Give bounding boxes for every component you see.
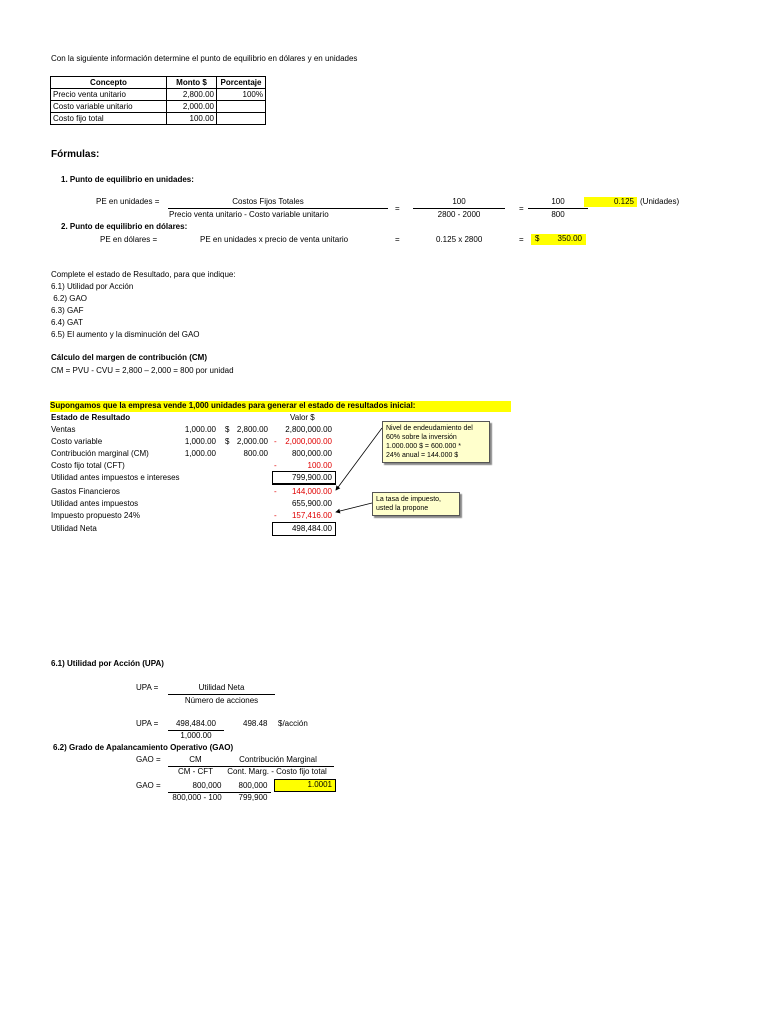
formulas-title: Fórmulas: bbox=[51, 149, 100, 160]
gao-num2-b: 800,000 bbox=[238, 781, 268, 790]
upa-den2: 1,000.00 bbox=[180, 731, 212, 740]
assumption-banner: Supongamos que la empresa vende 1,000 unidades para generar el estado de resultados inicial: bbox=[50, 401, 511, 412]
upa-numerator: Utilidad Neta bbox=[198, 683, 245, 692]
row-sign: - bbox=[274, 511, 277, 520]
note-line: 24% anual = 144.000 $ bbox=[386, 452, 459, 459]
cell: 2,800.00 bbox=[167, 89, 217, 101]
fraction-line bbox=[168, 694, 275, 695]
row-unit: 2,800.00 bbox=[236, 425, 268, 434]
cell: 100.00 bbox=[167, 113, 217, 125]
gao-num2-a: 800,000 bbox=[192, 781, 222, 790]
income-statement-title: Estado de Resultado bbox=[51, 413, 131, 422]
pe-units-denominator: Precio venta unitario - Costo variable unitario bbox=[169, 210, 329, 219]
row-value: 2,800,000.00 bbox=[285, 425, 332, 434]
gao-den2-a: 800,000 - 100 bbox=[172, 793, 222, 802]
gao-title: 6.2) Grado de Apalancamiento Operativo (GAO) bbox=[53, 743, 234, 752]
pe-dollars-lhs: PE en dólares = bbox=[100, 235, 158, 244]
row-value: 799,900.00 bbox=[291, 473, 332, 482]
row-label: Ventas bbox=[51, 425, 76, 434]
arrow-to-tax bbox=[336, 503, 372, 512]
pe-units-lhs: PE en unidades = bbox=[96, 197, 160, 206]
cell: 2,000.00 bbox=[167, 101, 217, 113]
pe-dollars-title: 2. Punto de equilibrio en dólares: bbox=[61, 222, 188, 231]
row-label: Costo fijo total (CFT) bbox=[51, 461, 125, 470]
row-unit: 2,000.00 bbox=[236, 437, 268, 446]
instruction-line: 6.3) GAF bbox=[51, 306, 84, 315]
upa-title: 6.1) Utilidad por Acción (UPA) bbox=[51, 659, 164, 668]
row-label: Impuesto propuesto 24% bbox=[51, 511, 140, 520]
row-qty: 1,000.00 bbox=[184, 437, 216, 446]
cell: Costo variable unitario bbox=[51, 101, 167, 113]
row-label: Gastos Financieros bbox=[51, 487, 120, 496]
equals-sign: = bbox=[395, 235, 400, 244]
equals-sign: = bbox=[395, 204, 400, 213]
note-line: 1.000.000 $ = 600.000 * bbox=[386, 443, 461, 450]
note-line: La tasa de impuesto, bbox=[376, 496, 441, 503]
pe-units-unit: (Unidades) bbox=[640, 197, 680, 206]
arrow-to-financial-costs bbox=[336, 428, 382, 490]
row-currency: $ bbox=[225, 425, 230, 434]
row-value: 655,900.00 bbox=[291, 499, 332, 508]
row-value: 2,000,000.00 bbox=[285, 437, 332, 446]
equals-sign: = bbox=[519, 235, 524, 244]
cell: Costo fijo total bbox=[51, 113, 167, 125]
header-concepto: Concepto bbox=[51, 77, 167, 89]
upa-lhs: UPA = bbox=[136, 683, 159, 692]
cell: 100% bbox=[217, 89, 266, 101]
pe-units-title: 1. Punto de equilibrio en unidades: bbox=[61, 175, 194, 184]
row-qty: 1,000.00 bbox=[184, 425, 216, 434]
pe-dollars-result: 350.00 bbox=[557, 234, 582, 243]
row-label: Utilidad antes impuestos bbox=[51, 499, 139, 508]
upa-lhs-2: UPA = bbox=[136, 719, 159, 728]
currency-symbol: $ bbox=[535, 234, 540, 243]
instruction-line: 6.1) Utilidad por Acción bbox=[51, 282, 134, 291]
gao-lhs-2: GAO = bbox=[136, 781, 161, 790]
value-header: Valor $ bbox=[290, 413, 315, 422]
pe-dollars-formula: PE en unidades x precio de venta unitario bbox=[200, 235, 349, 244]
row-qty: 1,000.00 bbox=[184, 449, 216, 458]
gao-result: 1.0001 bbox=[274, 779, 336, 792]
instruction-line: 6.2) GAO bbox=[51, 294, 88, 303]
upa-result: 498.48 bbox=[243, 719, 268, 728]
row-sign: - bbox=[274, 487, 277, 496]
row-sign: - bbox=[274, 461, 277, 470]
gao-den2-b: 799,900 bbox=[238, 793, 268, 802]
upa-num2: 498,484.00 bbox=[175, 719, 217, 728]
pe-units-den2: 2800 - 2000 bbox=[437, 210, 481, 219]
intro-text: Con la siguiente información determine el punto de equilibrio en dólares y en unidades bbox=[51, 54, 358, 63]
pe-units-den3: 800 bbox=[551, 210, 565, 219]
gao-den-b: Cont. Marg. - Costo fijo total bbox=[227, 767, 327, 776]
pe-units-numerator: Costos Fijos Totales bbox=[232, 197, 304, 206]
gao-den-a: CM - CFT bbox=[177, 767, 214, 776]
cell: Precio venta unitario bbox=[51, 89, 167, 101]
pe-units-num3: 100 bbox=[551, 197, 565, 206]
header-porcentaje: Porcentaje bbox=[217, 77, 266, 89]
row-sign: - bbox=[274, 437, 277, 446]
pe-units-result: 0.125 bbox=[584, 197, 637, 207]
gao-lhs: GAO = bbox=[136, 755, 161, 764]
note-line: Nivel de endeudamiento del bbox=[386, 425, 473, 432]
row-label: Utilidad Neta bbox=[51, 524, 97, 533]
instruction-line: 6.5) El aumento y la disminución del GAO bbox=[51, 330, 200, 339]
header-monto: Monto $ bbox=[167, 77, 217, 89]
row-label: Contribución marginal (CM) bbox=[51, 449, 149, 458]
row-value: 498,484.00 bbox=[291, 524, 332, 533]
row-value: 144,000.00 bbox=[291, 487, 332, 496]
row-value: 100.00 bbox=[307, 461, 332, 470]
instruction-line: 6.4) GAT bbox=[51, 318, 83, 327]
row-label: Costo variable bbox=[51, 437, 103, 446]
upa-denominator: Número de acciones bbox=[184, 696, 259, 705]
row-value: 157,416.00 bbox=[291, 511, 332, 520]
cm-formula: CM = PVU - CVU = 2,800 – 2,000 = 800 por unidad bbox=[51, 366, 234, 375]
instruction-line: Complete el estado de Resultado, para que indique: bbox=[51, 270, 236, 279]
row-currency: $ bbox=[225, 437, 230, 446]
pe-dollars-calc: 0.125 x 2800 bbox=[436, 235, 483, 244]
cm-title: Cálculo del margen de contribución (CM) bbox=[51, 353, 208, 362]
note-line: 60% sobre la inversión bbox=[386, 434, 457, 441]
row-label: Utilidad antes impuestos e intereses bbox=[51, 473, 180, 482]
pe-units-num2: 100 bbox=[452, 197, 466, 206]
upa-unit: $/acción bbox=[278, 719, 308, 728]
note-line: usted la propone bbox=[376, 505, 429, 512]
equals-sign: = bbox=[519, 204, 524, 213]
gao-num-b: Contribución Marginal bbox=[239, 755, 317, 764]
gao-num-a: CM bbox=[189, 755, 202, 764]
row-unit: 800.00 bbox=[243, 449, 268, 458]
row-value: 800,000.00 bbox=[291, 449, 332, 458]
